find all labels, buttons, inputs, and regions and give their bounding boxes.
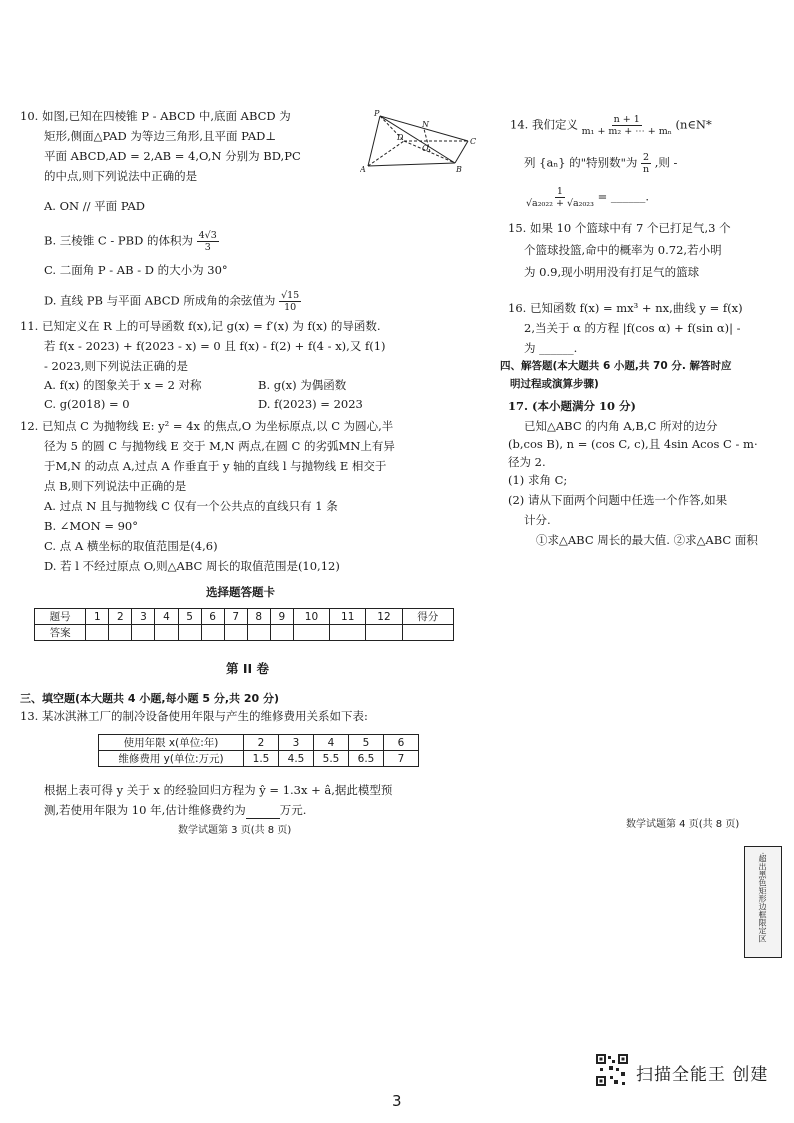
section4-heading: 四、解答题(本大题共 6 小题,共 70 分. 解答时应 — [500, 360, 732, 372]
q10-option-a: A. ON // 平面 PAD — [44, 199, 146, 213]
page-footer-left: 数学试题第 3 页(共 8 页) — [178, 825, 292, 836]
answer-card-cell: 得分 — [402, 609, 453, 625]
answer-card-cell: 3 — [132, 609, 155, 625]
answer-slot-10[interactable] — [293, 625, 329, 641]
svg-text:O: O — [422, 144, 429, 153]
svg-text:N: N — [422, 120, 429, 129]
q12-line: 12. 已知点 C 为抛物线 E: y² = 4x 的焦点,O 为坐标原点,以 C 为圆心,半 — [20, 419, 394, 433]
q14-line: 14. 我们定义 $\frac{n + 1}{\text{m₁ + m₂ + ⋯ + mₙ}}$ (n∈N* — [510, 114, 712, 137]
watermark-text: 扫描全能王 创建 — [636, 1065, 769, 1085]
q16-line: 2,当关于 α 的方程 |f(cos α) + f(sin α)| - — [524, 321, 741, 335]
part2-title: 第 II 卷 — [226, 661, 270, 676]
q11-line: 若 f(x - 2023) + f(2023 - x) = 0 且 f(x) - f(2) + f(4 - x),又 f(1) — [44, 339, 386, 353]
answer-card-cell: 9 — [270, 609, 293, 625]
q16-line: 为 ______. — [524, 341, 578, 355]
q17-line: 计分. — [524, 513, 551, 527]
q10-line: 平面 ABCD,AD = 2,AB = 4,O,N 分别为 BD,PC — [44, 149, 301, 163]
q10-line: 的中点,则下列说法中正确的是 — [44, 169, 198, 183]
q15-line: 15. 如果 10 个篮球中有 7 个已打足气,3 个 — [508, 221, 731, 235]
answer-card-header-row — [35, 609, 454, 625]
answer-slot-9[interactable] — [270, 625, 293, 641]
svg-text:P: P — [374, 109, 380, 118]
q12-line: 径为 5 的圆 C 与抛物线 E 交于 M,N 两点,在圆 C 的劣弧MN上有异 — [44, 439, 395, 453]
q13-row-y: 维修费用 y(单位:万元) 1.5 4.5 5.5 6.5 7 — [99, 751, 419, 767]
answer-card-cell: 答案 — [35, 625, 86, 641]
q17-line: 已知△ABC 的内角 A,B,C 所对的边分 — [524, 419, 718, 433]
q15-line: 为 0.9,现小明用没有打足气的篮球 — [524, 265, 700, 279]
q12-option-c: C. 点 A 横坐标的取值范围是(4,6) — [44, 539, 218, 553]
svg-text:A: A — [360, 165, 366, 174]
answer-card-cell: 1 — [86, 609, 109, 625]
svg-text:D: D — [397, 133, 404, 142]
q13-line: 测,若使用年限为 10 年,估计维修费约为 万元. — [44, 803, 307, 817]
answer-card-cell: 2 — [109, 609, 132, 625]
qr-code-icon — [594, 1052, 630, 1088]
q10-option-c: C. 二面角 P - AB - D 的大小为 30° — [44, 263, 228, 277]
q13-line: 根据上表可得 y 关于 x 的经验回归方程为 ŷ = 1.3x + â,据此模型预 — [44, 783, 393, 797]
q11-option-d: D. f(2023) = 2023 — [258, 397, 363, 411]
q12-option-d: D. 若 l 不经过原点 O,则△ABC 周长的取值范围是(10,12) — [44, 559, 340, 573]
section4-heading: 明过程或演算步骤) — [510, 378, 599, 390]
q13-row-x: 使用年限 x(单位:年) 2 3 4 5 6 — [99, 735, 419, 751]
answer-card-cell: 8 — [247, 609, 270, 625]
answer-slot-12[interactable] — [366, 625, 402, 641]
answer-slot-2[interactable] — [109, 625, 132, 641]
q11-line: 11. 已知定义在 R 上的可导函数 f(x),记 g(x) = f′(x) 为 f(x) 的导函数. — [20, 319, 381, 333]
answer-blank[interactable] — [246, 806, 280, 819]
answer-card-table — [34, 608, 454, 641]
answer-slot-7[interactable] — [224, 625, 247, 641]
answer-slot-5[interactable] — [178, 625, 201, 641]
q14-line: 列 {aₙ} 的"特别数"为 $\frac{2}{n}$ ,则 - — [524, 152, 678, 175]
answer-slot-8[interactable] — [247, 625, 270, 641]
answer-card-cell: 4 — [155, 609, 178, 625]
answer-card-cell: 7 — [224, 609, 247, 625]
q17-line: (1) 求角 C; — [508, 473, 568, 487]
q17-line: (b,cos B), n = (cos C, c),且 4sin Acos C - m· — [508, 437, 758, 451]
q10-line: 矩形,侧面△PAD 为等边三角形,且平面 PAD⊥ — [44, 129, 277, 143]
q10-line: 10. 如图,已知在四棱锥 P - ABCD 中,底面 ABCD 为 — [20, 109, 291, 123]
q11-option-b: B. g(x) 为偶函数 — [258, 378, 347, 392]
q11-option-a: A. f(x) 的图象关于 x = 2 对称 — [44, 378, 202, 392]
answer-card-title: 选择题答题卡 — [206, 585, 275, 599]
answer-slot-1[interactable] — [86, 625, 109, 641]
q13-table — [98, 734, 419, 767]
page-footer-right: 数学试题第 4 页(共 8 页) — [626, 819, 740, 830]
answer-card-cell: 5 — [178, 609, 201, 625]
answer-slot-6[interactable] — [201, 625, 224, 641]
q17-line: ①求△ABC 周长的最大值. ②求△ABC 面积 — [536, 533, 758, 547]
q14-line: $\frac{1}{\text{√a₂₀₂₂ + √a₂₀₂₃}}$ = ______. — [526, 186, 650, 209]
answer-card-cell: 12 — [366, 609, 402, 625]
answer-slot-3[interactable] — [132, 625, 155, 641]
section3-heading: 三、填空题(本大题共 4 小题,每小题 5 分,共 20 分) — [20, 692, 280, 705]
q12-line: 于M,N 的动点 A,过点 A 作垂直于 y 轴的直线 l 与抛物线 E 相交于 — [44, 459, 387, 473]
q17-line: (2) 请从下面两个问题中任选一个作答,如果 — [508, 493, 728, 507]
pyramid-figure — [360, 108, 480, 176]
q11-option-c: C. g(2018) = 0 — [44, 397, 130, 411]
q17-line: 径为 2. — [508, 455, 546, 469]
q16-line: 16. 已知函数 f(x) = mx³ + nx,曲线 y = f(x) — [508, 301, 743, 315]
q17-heading: 17. (本小题满分 10 分) — [508, 399, 636, 413]
q12-option-a: A. 过点 N 且与抛物线 C 仅有一个公共点的直线只有 1 条 — [44, 499, 338, 513]
q15-line: 个篮球投篮,命中的概率为 0.72,若小明 — [524, 243, 722, 257]
svg-text:B: B — [456, 165, 462, 174]
side-strip-text: ·超出黑色矩形边框限定区 — [758, 852, 767, 943]
q11-line: - 2023,则下列说法正确的是 — [44, 359, 188, 373]
svg-text:C: C — [470, 137, 477, 146]
answer-card-cell: 6 — [201, 609, 224, 625]
q12-line: 点 B,则下列说法中正确的是 — [44, 479, 187, 493]
q13-line: 13. 某冰淇淋工厂的制冷设备使用年限与产生的维修费用关系如下表: — [20, 709, 368, 723]
answer-card-cell: 题号 — [35, 609, 86, 625]
score-slot[interactable] — [402, 625, 453, 641]
answer-card-answer-row — [35, 625, 454, 641]
page-number: 3 — [392, 1092, 402, 1110]
q12-option-b: B. ∠MON = 90° — [44, 519, 138, 533]
q10-option-d: D. 直线 PB 与平面 ABCD 所成角的余弦值为 $\frac{√15}{10}$ — [44, 290, 300, 313]
answer-card-cell: 11 — [330, 609, 366, 625]
answer-slot-11[interactable] — [330, 625, 366, 641]
answer-card-cell: 10 — [293, 609, 329, 625]
answer-slot-4[interactable] — [155, 625, 178, 641]
q10-option-b: B. 三棱锥 C - PBD 的体积为 $\frac{4√3}{3}$ — [44, 230, 217, 253]
